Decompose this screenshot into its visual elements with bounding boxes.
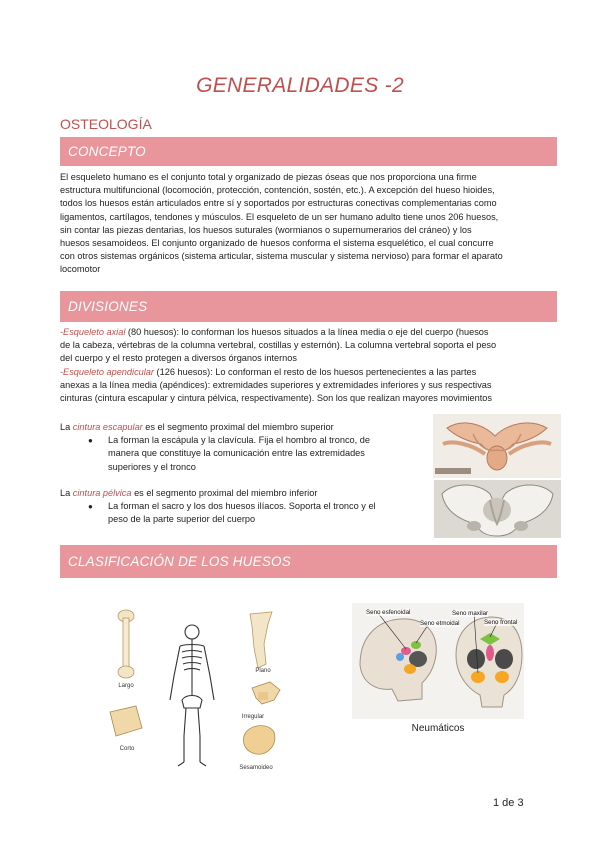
scapular-girdle-image — [433, 414, 561, 478]
text-line: estructura multifuncional (locomoción, protección, contención, sostén, etc.). A excepción del hueso hioides, — [60, 185, 495, 196]
text-run: es el segmento proximal del miembro superior — [142, 422, 334, 432]
text-line: de la cabeza, vértebras de la columna vertebral, costillas y esternón). La columna vertebral soporta el peso — [60, 340, 497, 351]
text-line: superiores y el tronco — [108, 461, 196, 472]
text-run: es el segmento proximal del miembro inferior — [131, 488, 318, 498]
term-esqueleto-axial: -Esqueleto axial — [60, 327, 126, 337]
section-heading-osteologia: OSTEOLOGÍA — [60, 116, 152, 132]
text-line — [60, 366, 560, 379]
text-line: El esqueleto humano es el conjunto total y organizado de piezas óseas que nos proporciona una firme — [60, 172, 477, 182]
text-line: del cuerpo y el resto protegen a diversos órganos internos — [60, 353, 297, 364]
heading-clasificacion: CLASIFICACIÓN DE LOS HUESOS — [68, 554, 291, 569]
label-sesamoideo: Sesamoideo — [239, 765, 273, 771]
term-cintura-pelvica: cintura pélvica — [72, 488, 132, 498]
label-seno-esfenoidal: Seno esfenoidal — [366, 609, 411, 616]
pelvis-image — [434, 480, 561, 538]
page-number: 1 de 3 — [493, 797, 524, 809]
page-title: GENERALIDADES -2 — [196, 74, 404, 97]
cintura-pelvica-block — [60, 487, 420, 527]
text-run: La — [60, 488, 73, 498]
text-run: (126 huesos): Lo conforman el resto de los huesos pertenecientes a las partes — [153, 366, 477, 377]
paragraph-concepto — [60, 171, 560, 277]
list-item — [60, 434, 420, 474]
skeleton-icon — [170, 625, 214, 766]
text-line: manera que constituye la comunicación entre las extremidades — [108, 448, 365, 459]
text-line: ligamentos, cartílagos, tendones y músculos. El esqueleto de un ser humano adulto tiene unos 206 huesos, — [60, 211, 499, 222]
short-bone-icon — [110, 706, 142, 736]
heading-divisiones: DIVISIONES — [68, 299, 148, 314]
text-line: sin contar las piezas dentarias, los huesos suturales (wormianos o supernumerarios del cráneo) y los — [60, 224, 472, 235]
term-cintura-escapular: cintura escapular — [72, 422, 143, 432]
irregular-bone-icon — [252, 682, 280, 704]
heading-band-divisiones — [60, 291, 557, 322]
paragraph-divisiones — [60, 326, 560, 405]
label-seno-maxilar: Seno maxilar — [452, 610, 489, 617]
text-line: La forman la escápula y la clavícula. Fija el hombro al tronco, de — [108, 435, 370, 446]
bullet-icon: ● — [88, 436, 93, 446]
label-corto: Corto — [119, 746, 135, 752]
term-esqueleto-apendicular: -Esqueleto apendicular — [60, 366, 154, 377]
text-line: con otros sistemas orgánicos (sistema articular, sistema muscular y sistema nervioso) para formar el aparato — [60, 251, 503, 262]
text-line: La forman el sacro y los dos huesos ilíacos. Soporta el tronco y el — [108, 501, 376, 512]
heading-concepto: CONCEPTO — [68, 144, 146, 159]
flat-bone-icon — [250, 612, 272, 668]
pelvis-illustration — [434, 480, 561, 538]
text-run: La — [60, 422, 73, 432]
scapular-girdle-illustration — [433, 414, 561, 478]
text-line — [60, 326, 560, 339]
cintura-escapular-block — [60, 421, 420, 474]
label-seno-etmoidal: Seno etmoidal — [420, 620, 460, 627]
heading-band-concepto — [60, 137, 557, 166]
label-irregular: Irregular — [241, 714, 265, 720]
label-seno-frontal: Seno frontal — [484, 619, 518, 626]
text-line — [60, 421, 420, 434]
text-line — [60, 487, 420, 500]
text-line: peso de la parte superior del cuerpo — [108, 514, 256, 525]
text-line: todos los huesos están articulados entre sí y soportados por estructuras conectivas complementarias como — [60, 198, 497, 209]
label-neumaticos: Neumáticos — [411, 723, 465, 734]
bullet-icon: ● — [88, 502, 93, 512]
label-largo: Largo — [118, 683, 134, 689]
long-bone-icon — [118, 610, 134, 678]
text-run: (80 huesos): lo conforman los huesos situados a la línea media o eje del cuerpo (huesos — [125, 327, 489, 337]
text-line: huesos sesamoideos. El conjunto organizado de huesos conforma el sistema esquelético, el cual concurre — [60, 238, 494, 249]
sesamoid-bone-icon — [244, 726, 275, 755]
label-plano: Plano — [255, 668, 271, 674]
list-item — [60, 500, 420, 526]
text-line: locomotor — [60, 264, 101, 275]
heading-band-clasificacion — [60, 545, 557, 578]
text-line: cinturas (cintura escapular y cintura pélvica, respectivamente). Son los que realizan mayores movimientos — [60, 393, 493, 404]
text-line: anexas a la línea media (apéndices): extremidades superiores y extremidades inferiores y sus respectivas — [60, 379, 492, 390]
